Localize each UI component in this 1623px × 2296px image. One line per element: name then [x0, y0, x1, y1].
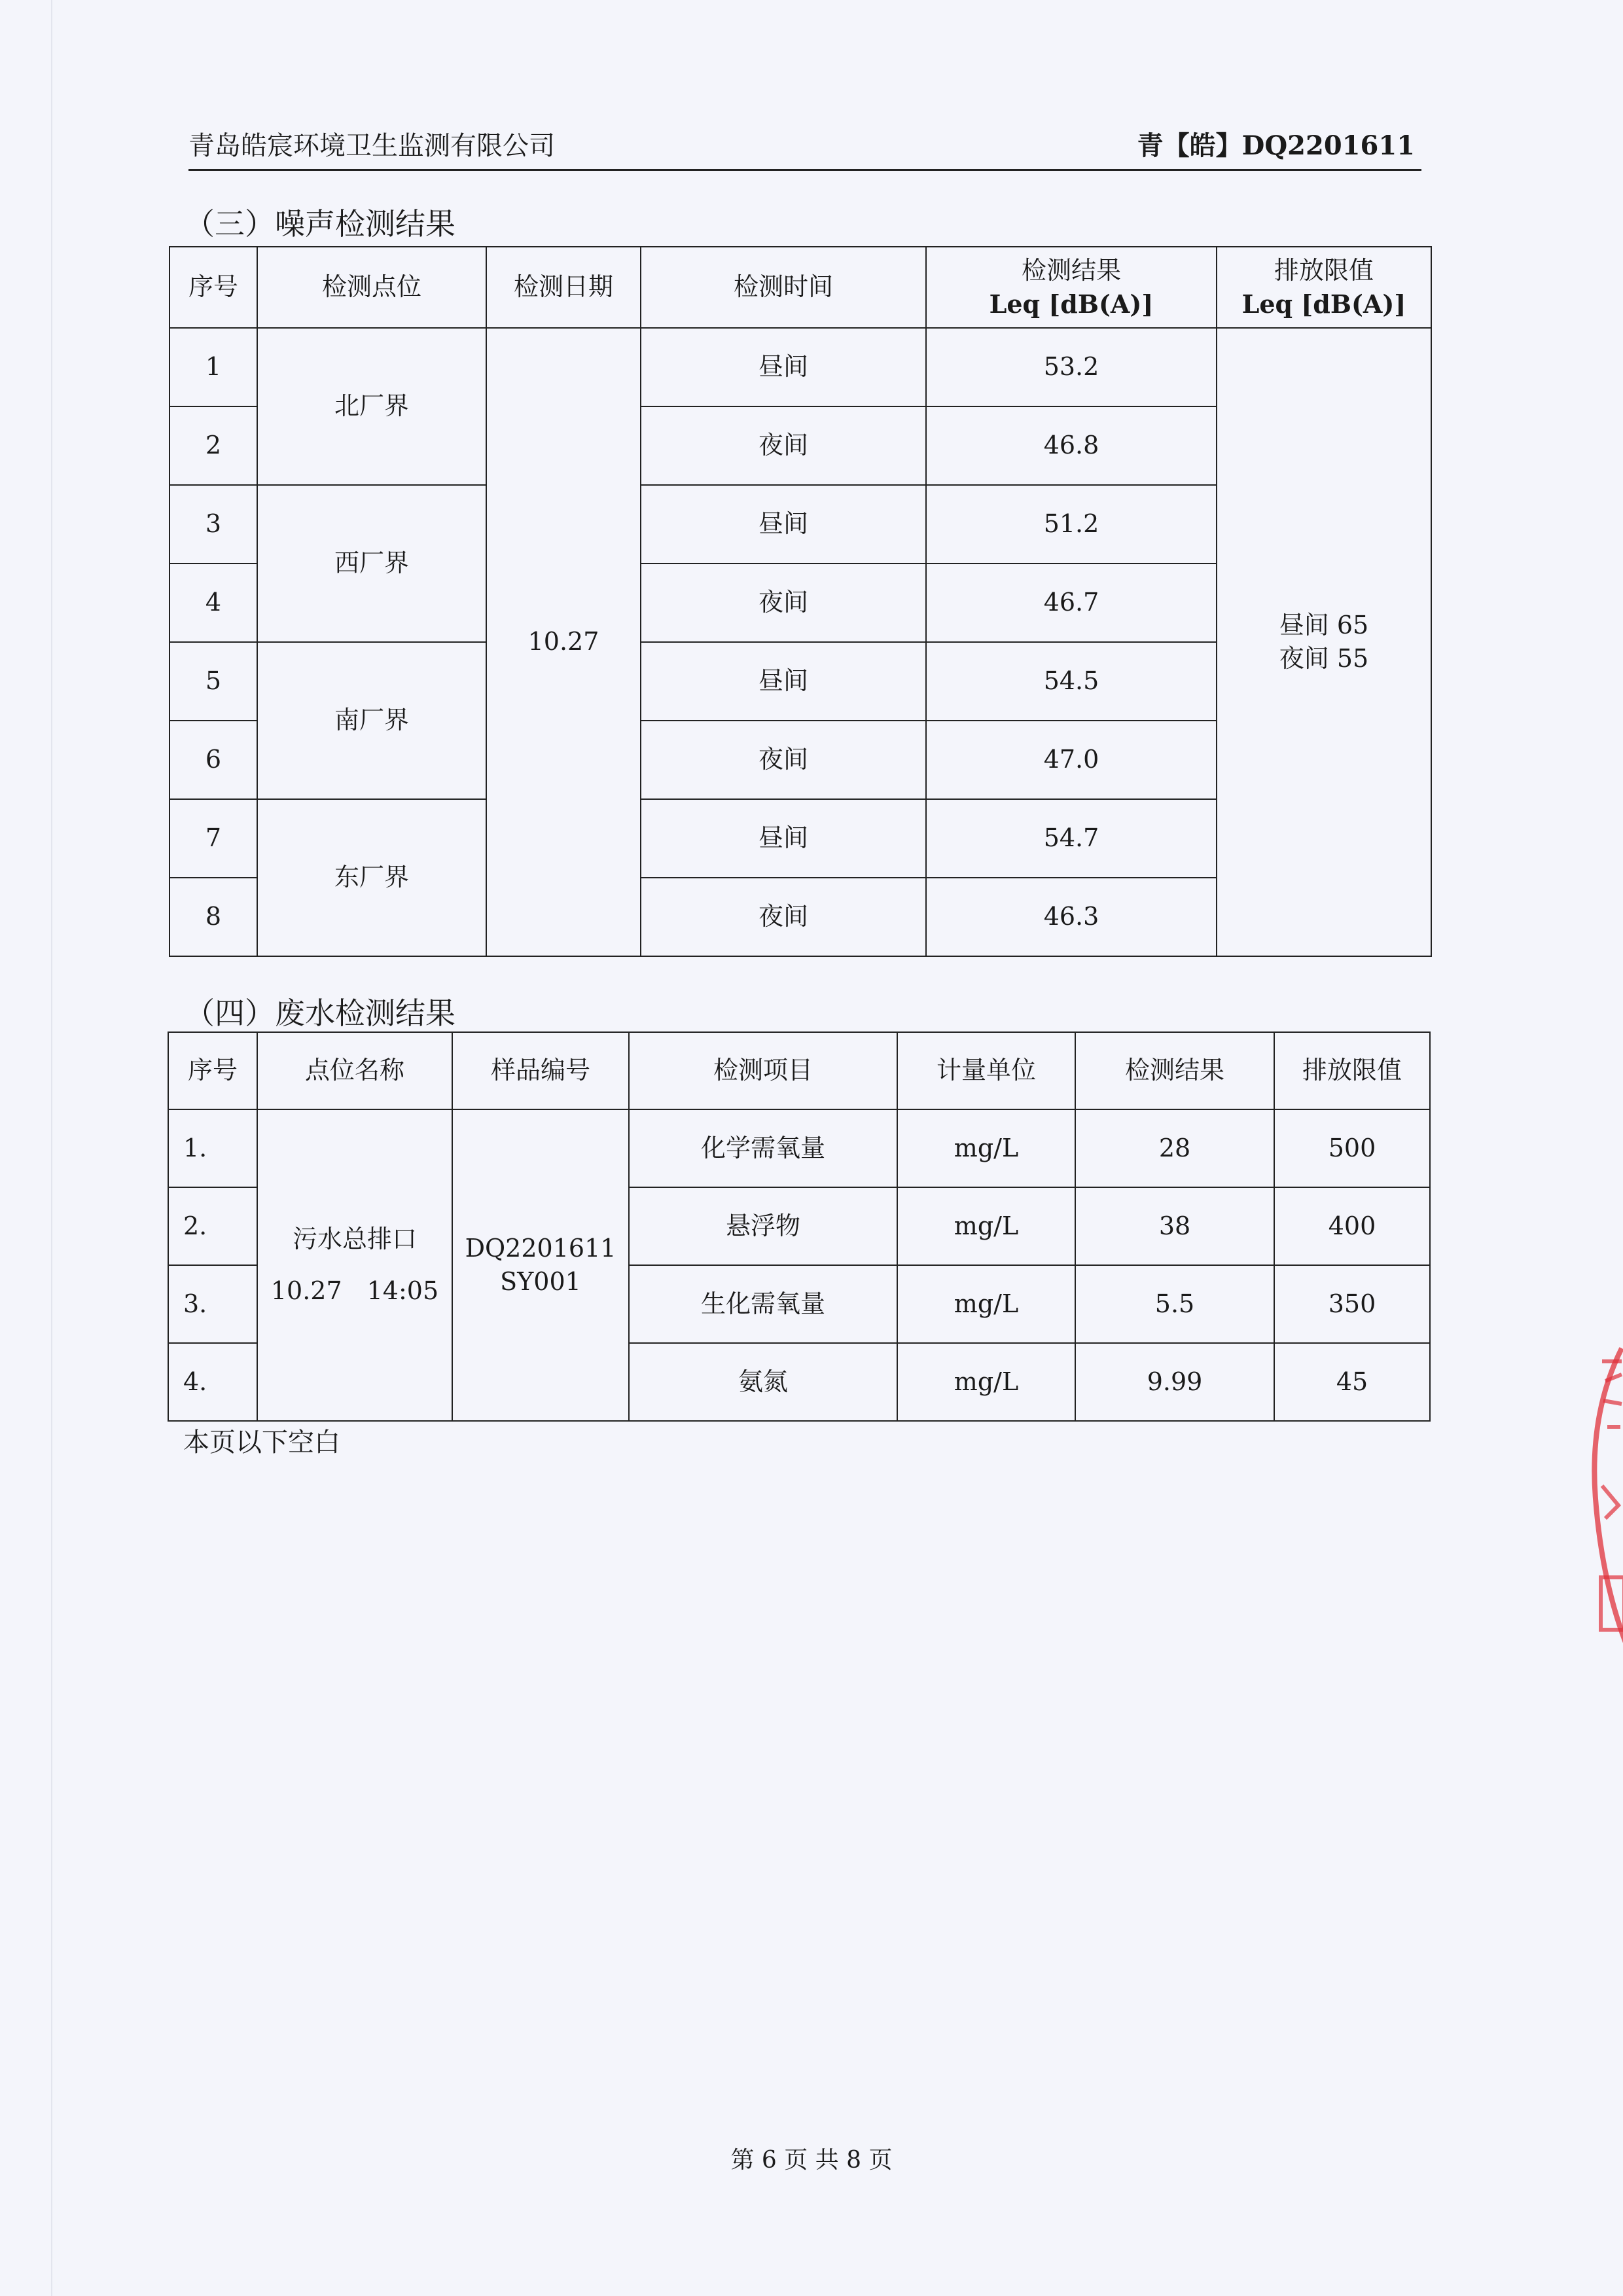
- unit: mg/L: [897, 1343, 1075, 1421]
- test-result: 9.99: [1075, 1343, 1274, 1421]
- sample-id: [452, 1109, 629, 1421]
- unit: mg/L: [897, 1265, 1075, 1343]
- measurement-result: 51.2: [926, 485, 1217, 564]
- discharge-limit: 500: [1274, 1109, 1430, 1187]
- table-row: [168, 1109, 1430, 1187]
- measurement-result: 54.7: [926, 799, 1217, 878]
- row-number: 4.: [168, 1343, 257, 1421]
- report-number: 青【皓】DQ2201611: [1137, 130, 1415, 161]
- column-header: 检测项目: [629, 1032, 897, 1109]
- column-header: 检测日期: [486, 247, 641, 328]
- column-header: 计量单位: [897, 1032, 1075, 1109]
- sample-id-line2: SY001: [500, 1267, 581, 1296]
- row-number: 3: [169, 485, 257, 564]
- table-row: [169, 328, 1431, 406]
- limit-night: 夜间 55: [1279, 644, 1369, 673]
- column-header: 点位名称: [257, 1032, 452, 1109]
- column-header: 排放限值: [1274, 1032, 1430, 1109]
- emission-limit: [1217, 328, 1431, 956]
- measurement-result: 54.5: [926, 642, 1217, 721]
- discharge-limit: 350: [1274, 1265, 1430, 1343]
- column-header: 样品编号: [452, 1032, 629, 1109]
- column-header: [1217, 247, 1431, 328]
- column-header: 序号: [169, 247, 257, 328]
- measurement-point: 西厂界: [257, 485, 486, 642]
- measurement-period: 夜间: [641, 406, 926, 485]
- wastewater-section-title: （四）废水检测结果: [185, 996, 455, 1031]
- noise-results-table: [169, 246, 1432, 957]
- measurement-period: 昼间: [641, 328, 926, 406]
- test-item: 悬浮物: [629, 1187, 897, 1265]
- sample-id-line1: DQ2201611: [465, 1233, 616, 1263]
- column-header: 序号: [168, 1032, 257, 1109]
- measurement-result: 46.3: [926, 878, 1217, 956]
- measurement-result: 53.2: [926, 328, 1217, 406]
- column-header: 检测结果: [1075, 1032, 1274, 1109]
- measurement-period: 夜间: [641, 721, 926, 799]
- row-number: 4: [169, 564, 257, 642]
- row-number: 8: [169, 878, 257, 956]
- sampling-time: 10.27 14:05: [270, 1276, 439, 1305]
- table-header-row: [168, 1032, 1430, 1109]
- measurement-result: 46.8: [926, 406, 1217, 485]
- column-header: [926, 247, 1217, 328]
- test-item: 生化需氧量: [629, 1265, 897, 1343]
- measurement-result: 47.0: [926, 721, 1217, 799]
- sampling-point: [257, 1109, 452, 1421]
- page-header: [188, 130, 1421, 171]
- test-item: 氨氮: [629, 1343, 897, 1421]
- row-number: 2.: [168, 1187, 257, 1265]
- test-result: 5.5: [1075, 1265, 1274, 1343]
- row-number: 5: [169, 642, 257, 721]
- limit-day: 昼间 65: [1279, 610, 1369, 639]
- page-fold-line: [51, 0, 52, 2296]
- row-number: 1: [169, 328, 257, 406]
- column-header-unit: Leq [dB(A)]: [1241, 289, 1406, 319]
- column-header-unit: Leq [dB(A)]: [989, 289, 1154, 319]
- measurement-period: 夜间: [641, 878, 926, 956]
- measurement-point: 南厂界: [257, 642, 486, 799]
- row-number: 2: [169, 406, 257, 485]
- company-name: 青岛皓宸环境卫生监测有限公司: [188, 131, 555, 161]
- discharge-limit: 45: [1274, 1343, 1430, 1421]
- measurement-period: 昼间: [641, 485, 926, 564]
- row-number: 3.: [168, 1265, 257, 1343]
- page-number: 第 6 页 共 8 页: [730, 2147, 893, 2174]
- test-result: 28: [1075, 1109, 1274, 1187]
- row-number: 7: [169, 799, 257, 878]
- test-item: 化学需氧量: [629, 1109, 897, 1187]
- row-number: 6: [169, 721, 257, 799]
- blank-below-note: 本页以下空白: [183, 1427, 340, 1458]
- measurement-date: 10.27: [486, 328, 641, 956]
- seal-stamp-fragment: [1576, 1335, 1623, 1662]
- measurement-result: 46.7: [926, 564, 1217, 642]
- table-header-row: [169, 247, 1431, 328]
- column-header-label: 排放限值: [1274, 255, 1374, 285]
- column-header-label: 检测结果: [1021, 255, 1121, 285]
- unit: mg/L: [897, 1109, 1075, 1187]
- column-header: 检测时间: [641, 247, 926, 328]
- sampling-point-name: 污水总排口: [292, 1224, 417, 1253]
- row-number: 1.: [168, 1109, 257, 1187]
- noise-section-title: （三）噪声检测结果: [185, 206, 455, 242]
- column-header: 检测点位: [257, 247, 486, 328]
- wastewater-results-table: [168, 1031, 1431, 1422]
- unit: mg/L: [897, 1187, 1075, 1265]
- test-result: 38: [1075, 1187, 1274, 1265]
- measurement-point: 北厂界: [257, 328, 486, 485]
- discharge-limit: 400: [1274, 1187, 1430, 1265]
- measurement-period: 昼间: [641, 642, 926, 721]
- measurement-point: 东厂界: [257, 799, 486, 956]
- measurement-period: 夜间: [641, 564, 926, 642]
- measurement-period: 昼间: [641, 799, 926, 878]
